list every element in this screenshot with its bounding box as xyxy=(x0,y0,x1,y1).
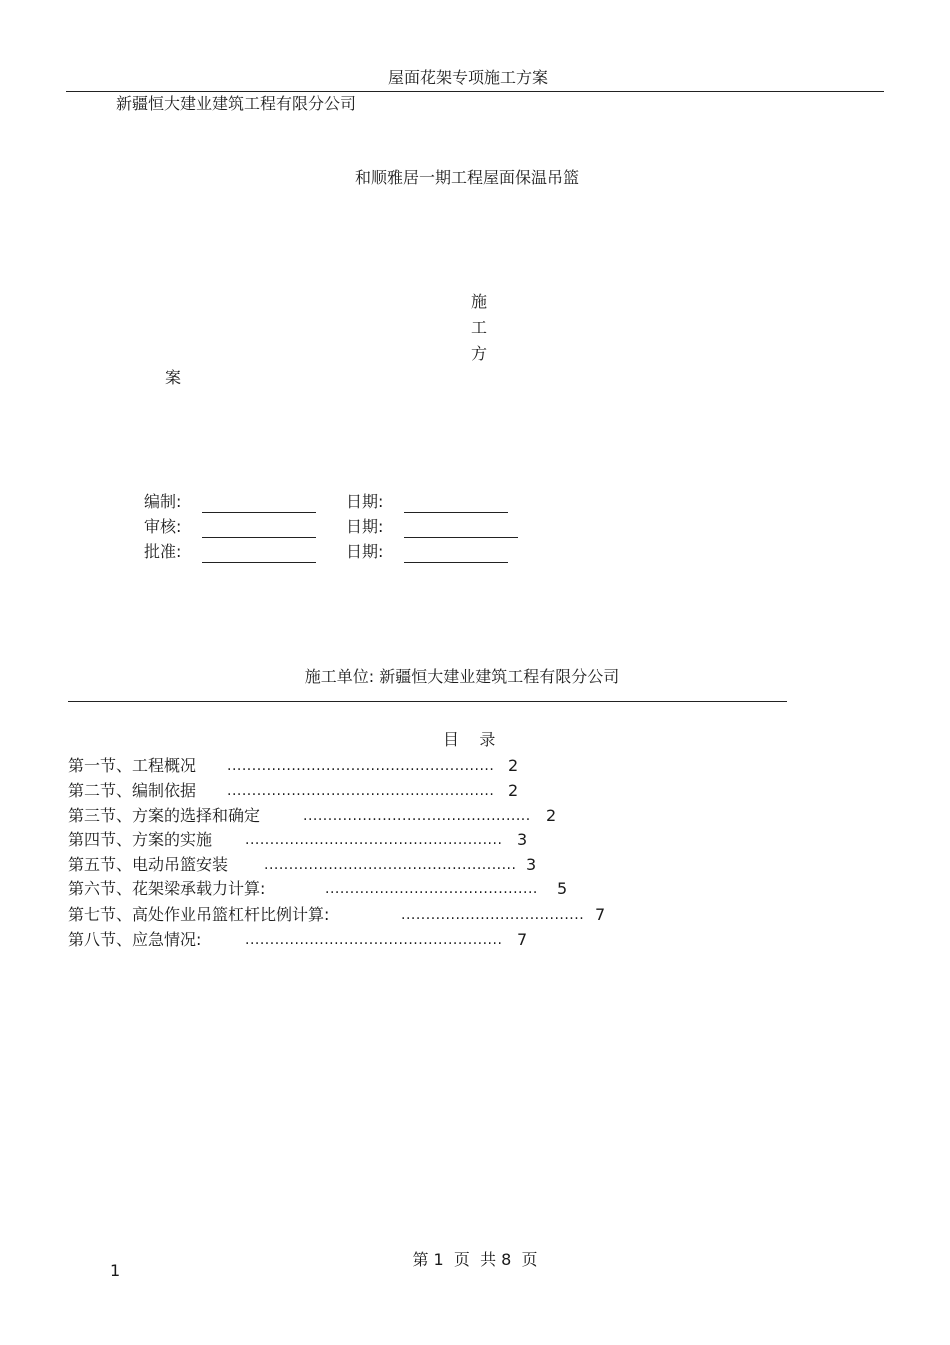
toc-item-leader: .................................................... xyxy=(245,832,503,848)
toc-item-page: 2 xyxy=(546,806,557,825)
toc-item-title: 第二节、编制依据 xyxy=(68,781,197,800)
reviewed-by-line xyxy=(202,537,316,538)
compiled-by-line xyxy=(202,512,316,513)
approved-by-label: 批准: xyxy=(144,542,182,561)
approved-date-label: 日期: xyxy=(346,542,384,561)
header-rule xyxy=(66,91,884,92)
header-company: 新疆恒大建业建筑工程有限分公司 xyxy=(116,94,357,113)
toc-item-leader: ...................................................... xyxy=(227,783,495,799)
compiled-date-line xyxy=(404,512,508,513)
toc-item-leader: ................................................... xyxy=(264,857,517,873)
toc-item-page: 3 xyxy=(526,855,537,874)
approved-by-line xyxy=(202,562,316,563)
project-title: 和顺雅居一期工程屋面保温吊篮 xyxy=(354,168,579,187)
toc-item-page: 2 xyxy=(508,756,519,775)
toc-item-leader: .................................................... xyxy=(245,932,503,948)
toc-item-title: 第四节、方案的实施 xyxy=(68,830,213,849)
reviewed-by-label: 审核: xyxy=(144,517,182,536)
toc-item-page: 2 xyxy=(508,781,519,800)
toc-item-leader: ........................................... xyxy=(325,881,538,897)
toc-item-title: 第六节、花架梁承载力计算: xyxy=(68,879,266,898)
toc-item-page: 3 xyxy=(517,830,528,849)
construction-unit-name: 新疆恒大建业建筑工程有限分公司 xyxy=(379,667,620,686)
vertical-title-char: 工 xyxy=(470,318,487,337)
toc-item-title: 第一节、工程概况 xyxy=(68,756,197,775)
toc-item-page: 7 xyxy=(517,930,528,949)
toc-heading: 目 录 xyxy=(443,730,496,749)
toc-item-leader: ...................................................... xyxy=(227,758,495,774)
toc-item-title: 第八节、应急情况: xyxy=(68,930,202,949)
toc-item-title: 第七节、高处作业吊篮杠杆比例计算: xyxy=(68,905,330,924)
page-info: 第 1 页 共 8 页 xyxy=(412,1250,538,1269)
toc-item-title: 第五节、电动吊篮安装 xyxy=(68,855,229,874)
toc-item-leader: .............................................. xyxy=(303,808,531,824)
vertical-title-char: 案 xyxy=(164,368,181,387)
document-title: 屋面花架专项施工方案 xyxy=(387,68,548,87)
toc-item-page: 7 xyxy=(595,905,606,924)
vertical-title-char: 方 xyxy=(470,344,487,363)
reviewed-date-label: 日期: xyxy=(346,517,384,536)
page-number: 1 xyxy=(110,1261,121,1280)
construction-unit-label: 施工单位: xyxy=(304,667,375,686)
approved-date-line xyxy=(404,562,508,563)
compiled-date-label: 日期: xyxy=(346,492,384,511)
toc-item-leader: ..................................... xyxy=(401,907,585,923)
construction-unit xyxy=(0,669,924,685)
compiled-by-label: 编制: xyxy=(144,492,182,511)
reviewed-date-line xyxy=(404,537,518,538)
toc-item-page: 5 xyxy=(557,879,568,898)
vertical-title-char: 施 xyxy=(470,292,487,311)
unit-rule xyxy=(68,701,787,702)
toc-item-title: 第三节、方案的选择和确定 xyxy=(68,806,261,825)
